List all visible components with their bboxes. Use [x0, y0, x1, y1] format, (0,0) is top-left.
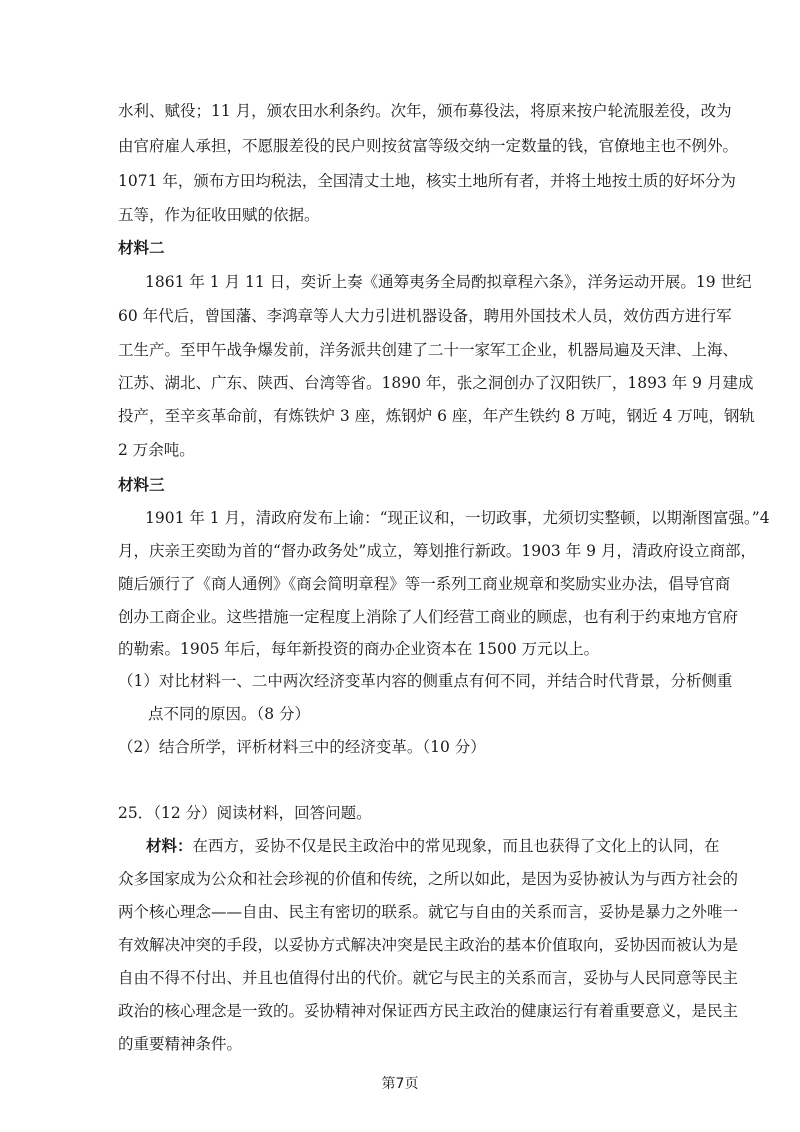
material1-line-4: 五等，作为征收田赋的依据。: [118, 206, 320, 224]
material2-line-1: 1861 年 1 月 11 日，奕䜣上奏《通筹夷务全局酌拟章程六条》，洋务运动开展。19 世纪: [145, 273, 752, 291]
material-label: 材料：: [146, 837, 193, 855]
question-25-line-2: 众多国家成为公众和社会珍视的价值和传统，之所以如此，是因为妥协被认为与西方社会的: [118, 870, 739, 888]
question-25-title: 25．（12 分）阅读材料，回答问题。: [118, 804, 372, 822]
material3-line-1: 1901 年 1 月，清政府发布上谕：“现正议和，一切政事，尤须切实整顿，以期渐图富强。”4: [145, 509, 770, 527]
material2-line-3: 工生产。至甲午战争爆发前，洋务派共创建了二十一家军工企业，机器局遍及天津、上海、: [118, 341, 739, 359]
material2-heading: 材料二: [118, 239, 165, 257]
material3-line-4: 创办工商企业。这些措施一定程度上消除了人们经营工商业的顾虑，也有利于约束地方官府: [118, 608, 739, 626]
page-number: 第7页: [381, 1076, 419, 1092]
material3-line-2: 月，庆亲王奕劻为首的“督办政务处”成立，筹划推行新政。1903 年 9 月，清政府设立商部，: [118, 542, 756, 560]
material1-line-2: 由官府雇人承担，不愿服差役的民户则按贫富等级交纳一定数量的钱，官僚地主也不例外。: [118, 137, 739, 155]
material3-line-3: 随后颁行了《商人通例》《商会简明章程》等一系列工商业规章和奖励实业办法，倡导官商: [118, 575, 731, 593]
question-25-line-7: 的重要精神条件。: [118, 1035, 243, 1053]
material3-line-5: 的勒索。1905 年后，每年新投资的商办企业资本在 1500 万元以上。: [118, 640, 600, 658]
material1-line-1: 水利、赋役；11 月，颁农田水利条约。次年，颁布募役法，将原来按户轮流服差役，改为: [118, 102, 732, 120]
question-1-line-1: （1）对比材料一、二中两次经济变革内容的侧重点有何不同，并结合时代背景，分析侧重: [118, 672, 733, 690]
material1-line-3: 1071 年，颁布方田均税法，全国清丈土地，核实土地所有者，并将土地按土质的好坏分为: [118, 172, 736, 190]
material2-line-2: 60 年代后，曾国藩、李鸿章等人大力引进机器设备，聘用外国技术人员，效仿西方进行军: [118, 307, 732, 325]
material2-line-4: 江苏、湖北、广东、陕西、台湾等省。1890 年，张之洞创办了汉阳铁厂，1893 年 9 月建成: [118, 374, 754, 392]
question-25-line-5: 自由不得不付出、并且也值得付出的代价。就它与民主的关系而言，妥协与人民同意等民主: [118, 969, 739, 987]
question-2: （2）结合所学，评析材料三中的经济变革。（10 分）: [118, 738, 486, 756]
question-25-line-4: 有效解决冲突的手段，以妥协方式解决冲突是民主政治的基本价值取向，妥协因而被认为是: [118, 936, 739, 954]
material2-line-5: 投产，至辛亥革命前，有炼铁炉 3 座，炼钢炉 6 座，年产生铁约 8 万吨，钢近 4 万吨，钢轨: [118, 407, 755, 425]
question-25-line-6: 政治的核心理念是一致的。妥协精神对保证西方民主政治的健康运行有着重要意义，是民主: [118, 1002, 739, 1020]
question-25-line-1-text: 在西方，妥协不仅是民主政治中的常见现象，而且也获得了文化上的认同，在: [192, 837, 720, 855]
question-25-line-3: 两个核心理念——自由、民主有密切的联系。就它与自由的关系而言，妥协是暴力之外唯一: [118, 903, 739, 921]
question-1-line-2: 点不同的原因。（8 分）: [148, 705, 311, 723]
question-25-line-1: [146, 836, 720, 856]
material2-line-6: 2 万余吨。: [118, 441, 195, 459]
material3-heading: 材料三: [118, 476, 165, 494]
